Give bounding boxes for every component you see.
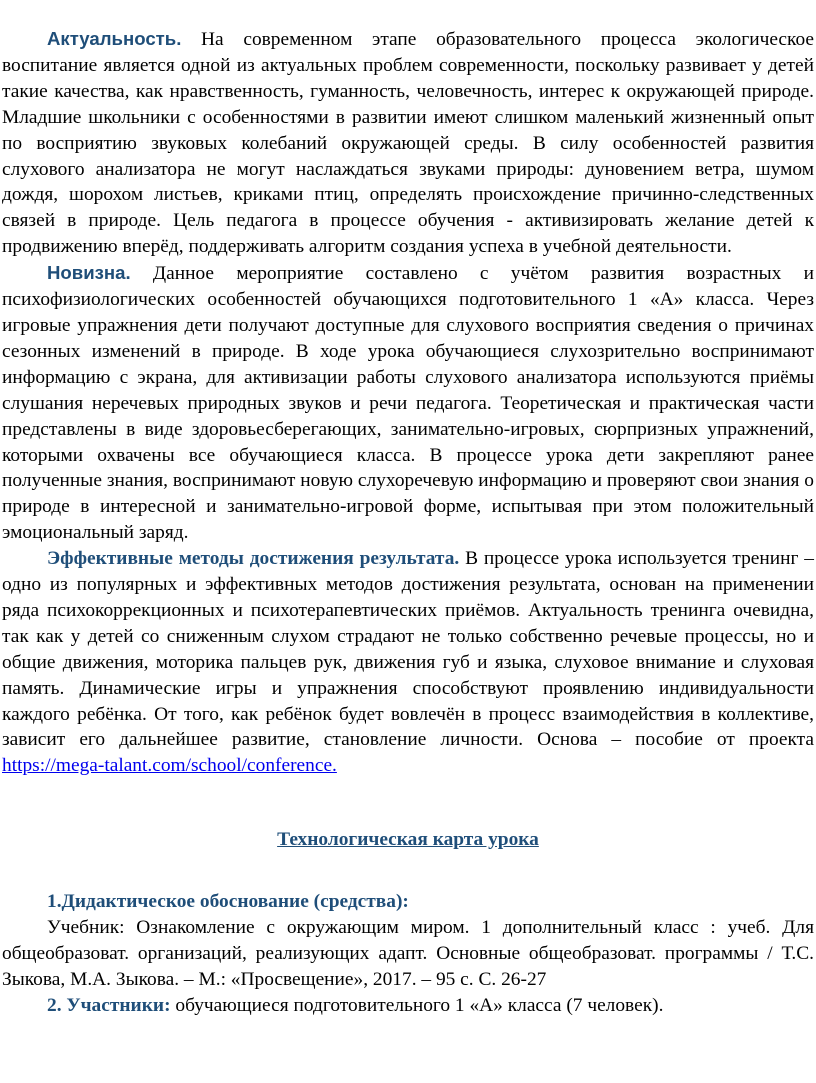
relevance-paragraph: [2, 26, 814, 260]
methods-heading: Эффективные методы достижения результата.: [47, 548, 460, 570]
relevance-text: На современном этапе образовательного процесса экологическое воспитание является одной из актуальных проблем современности, поскольку развивает у детей такие качества, как нравственность, гуманность, человечность, интерес к окружающей природе. Младшие школьники с особенностями в развитии имеют слишком маленький жизненный опыт по восприятию звуковых колебаний окружающей среды. В силу особенностей развития слухового анализатора не могут наслаждаться звуками природы: дуновением ветра, шумом дождя, шорохом листьев, криками птиц, определять происхождение причинно-следственных связей в природе. Цель педагога в процессе обучения - активизировать желание детей к продвижению вперёд, поддерживать алгоритм создания успеха в учебной деятельности.: [2, 29, 814, 258]
methods-paragraph: [2, 546, 814, 779]
participants-heading: 2. Участники:: [47, 994, 171, 1016]
methods-text: В процессе урока используется тренинг – одно из популярных и эффективных методов достижения результата, основан на применении ряда психокоррекционных и психотерапевтических приёмов. Актуальность тренинга очевидна, так как у детей со сниженным слухом страдают не только собственно речевые процессы, но и общие движения, моторика пальцев рук, движения губ и языка, слуховое внимание и слуховая память. Динамические игры и упражнения способствуют проявлению индивидуальности каждого ребёнка. От того, как ребёнок будет вовлечён в процесс взаимодействия в коллективе, зависит его дальнейшее развитие, становление личности. Основа – пособие от проекта: [2, 548, 814, 751]
relevance-heading: Актуальность.: [47, 28, 182, 49]
didactic-heading: 1.Дидактическое обоснование (средства):: [47, 891, 409, 913]
conference-link[interactable]: https://mega-talant.com/school/conference.: [2, 755, 337, 777]
novelty-text: Данное мероприятие составлено с учётом развития возрастных и психофизиологических особенностей обучающихся подготовительного 1 «А» класса. Через игровые упражнения дети получают доступные для слухового восприятия сведения о причинах сезонных изменений в природе. В ходе урока обучающиеся слухозрительно воспринимают информацию с экрана, для активизации работы слухового анализатора используются приёмы слушания неречевых природных звуков и речи педагога. Теоретическая и практическая части представлены в виде здоровьесберегающих, занимательно-игровых, сюрпризных упражнений, которыми охвачены все обучающиеся класса. В процессе урока дети закрепляют ранее полученные знания, воспринимают новую слухоречевую информацию и проверяют свои знания о природе в интересной и занимательно-игровой форме, испытывая при этом положительный эмоциональный заряд.: [2, 263, 814, 544]
participants-paragraph: [2, 993, 814, 1019]
participants-text: обучающиеся подготовительного 1 «А» класса (7 человек).: [170, 994, 664, 1016]
novelty-heading: Новизна.: [47, 262, 131, 284]
tech-map-title: Технологическая карта урока: [277, 829, 539, 851]
didactic-text: Учебник: Ознакомление с окружающим миром. 1 дополнительный класс : учеб. Для общеобразоват. организаций, реализующих адапт. Основные общеобразоват. программы / Т.С. Зыкова, М.А. Зыкова. – М.: «Просвещение», 2017. – 95 с. С. 26-27: [2, 917, 814, 990]
novelty-paragraph: [2, 260, 814, 546]
